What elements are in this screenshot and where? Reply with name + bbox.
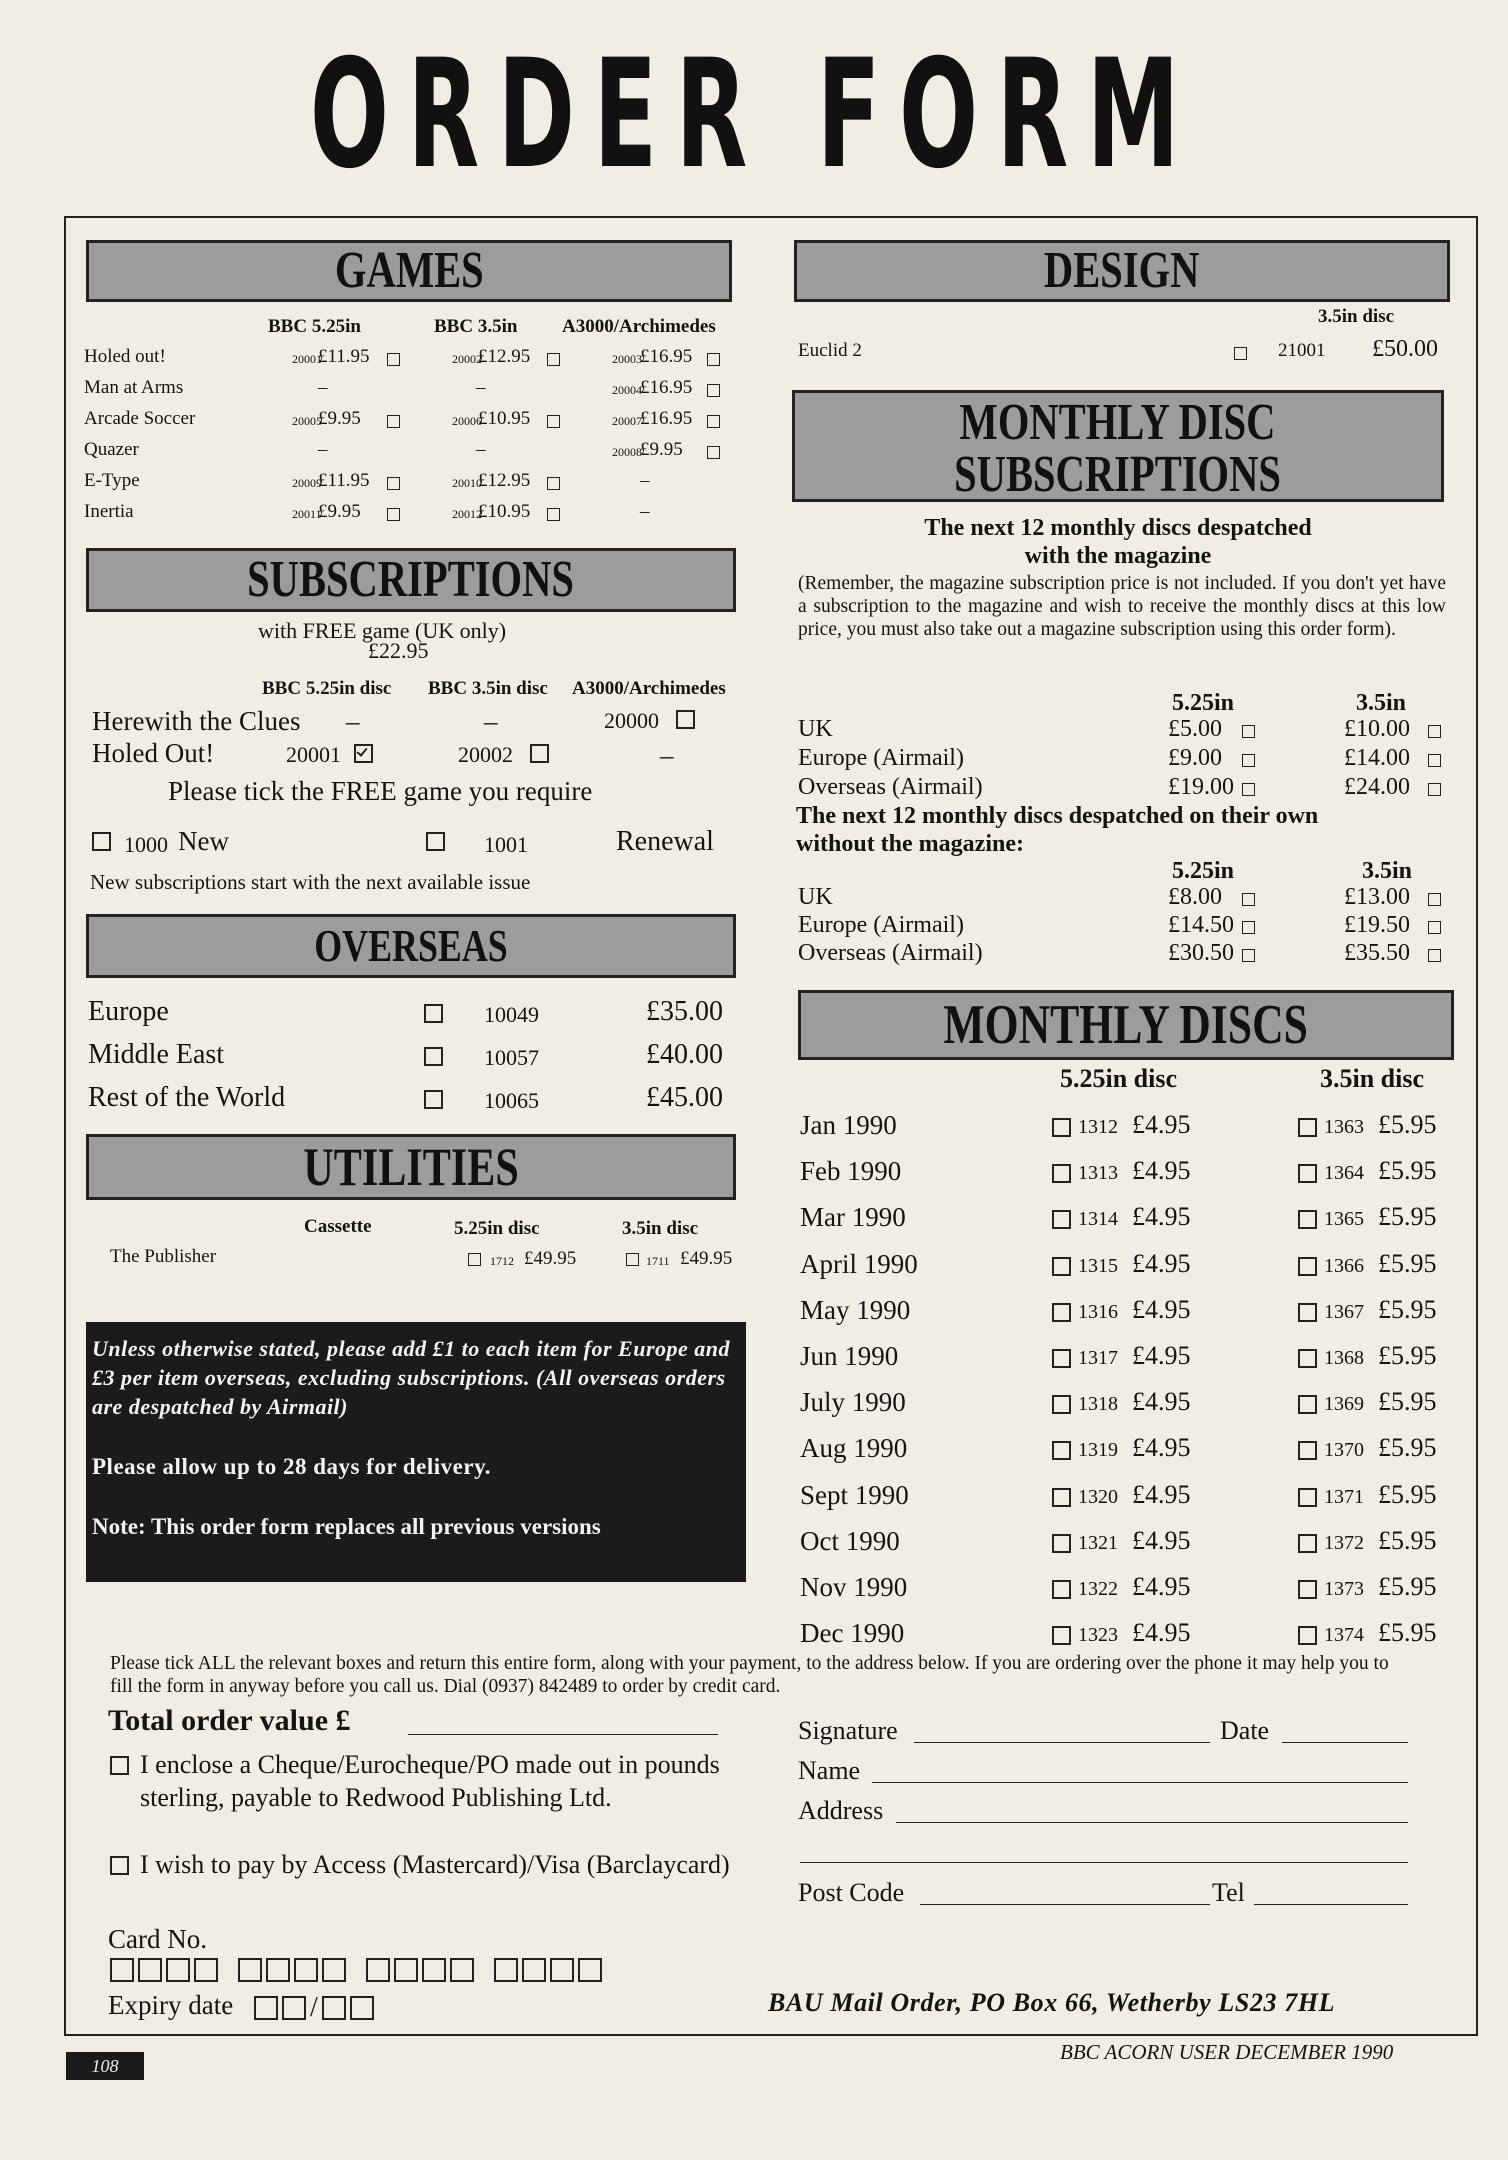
utilities-col-header: 3.5in disc <box>622 1218 699 1239</box>
monthly-disc-price: £5.95 <box>1378 1480 1437 1509</box>
design-heading: DESIGN <box>794 240 1450 302</box>
overseas-price: £35.00 <box>646 996 723 1027</box>
game-checkbox[interactable] <box>707 381 720 399</box>
game-code: 20012 <box>452 507 482 521</box>
monthly-disc-month: July 1990 <box>800 1387 906 1417</box>
instructions-text: Please tick ALL the relevant boxes and return this entire form, along with your payment, to the address below. If you are ordering over the phone it may help you to fill the form in anyway before you call us. Dial (0937) 842489 to order by credit card. <box>110 1653 1389 1697</box>
game-name: Holed out! <box>84 346 166 367</box>
design-code: 21001 <box>1278 340 1326 361</box>
monthly-disc-price: £5.95 <box>1378 1618 1437 1647</box>
subs-dash: – <box>484 706 498 736</box>
monthly-subs-heading: MONTHLY DISC SUBSCRIPTIONS <box>792 390 1444 502</box>
subs-new-checkbox[interactable] <box>92 832 111 851</box>
game-code: 20009 <box>292 476 322 490</box>
monthly-disc-code: 1313 <box>1078 1162 1118 1184</box>
address-label: Address <box>798 1796 884 1825</box>
monthly-disc-month: Feb 1990 <box>800 1156 902 1186</box>
page-number: 108 <box>66 2052 144 2080</box>
utilities-col-header: 5.25in disc <box>454 1218 540 1239</box>
monthly-disc-code: 1316 <box>1078 1301 1118 1323</box>
overseas-checkbox[interactable] <box>424 1047 443 1066</box>
game-price: £16.95 <box>640 408 693 429</box>
game-name: Quazer <box>84 439 139 460</box>
monthly-disc-price: £4.95 <box>1132 1249 1191 1278</box>
monthly-disc-525-checkbox[interactable] <box>1052 1534 1071 1553</box>
signature-input[interactable] <box>914 1742 1210 1743</box>
monthly-disc-code: 1366 <box>1324 1255 1364 1277</box>
monthly-disc-month: Jun 1990 <box>800 1341 899 1371</box>
overseas-checkbox[interactable] <box>424 1090 443 1109</box>
game-price: £9.95 <box>318 501 361 522</box>
monthly-disc-price: £4.95 <box>1132 1341 1191 1370</box>
monthly-disc-price: £5.95 <box>1378 1202 1437 1231</box>
monthly-discs-col-header: 5.25in disc <box>1060 1064 1178 1093</box>
game-checkbox[interactable] <box>547 474 560 492</box>
subs-new-label: New <box>178 826 229 856</box>
card-checkbox[interactable] <box>110 1856 129 1875</box>
monthly-discs-col-header: 3.5in disc <box>1320 1064 1425 1093</box>
monthly-disc-code: 1322 <box>1078 1578 1118 1600</box>
monthly-disc-525-checkbox[interactable] <box>1052 1303 1071 1322</box>
monthly-subs-price: £8.00 <box>1168 884 1222 910</box>
monthly-subs-checkbox[interactable] <box>1428 722 1441 740</box>
utilities-heading: UTILITIES <box>86 1134 736 1200</box>
design-euclid-checkbox[interactable] <box>1234 344 1247 362</box>
game-name: Inertia <box>84 501 134 522</box>
game-dash: – <box>318 377 328 398</box>
signature-label: Signature <box>798 1716 898 1745</box>
monthly-disc-35-checkbox[interactable] <box>1298 1534 1317 1553</box>
monthly-subs-price: £5.00 <box>1168 716 1222 742</box>
card-number-label: Card No. <box>108 1924 207 1954</box>
monthly-disc-code: 1318 <box>1078 1393 1118 1415</box>
monthly-disc-code: 1368 <box>1324 1347 1364 1369</box>
game-code: 20003 <box>612 352 642 366</box>
design-col-header: 3.5in disc <box>1318 306 1395 327</box>
monthly-disc-525-checkbox[interactable] <box>1052 1164 1071 1183</box>
monthly-subs-price: £14.50 <box>1168 912 1234 938</box>
monthly-disc-month: Aug 1990 <box>800 1433 908 1463</box>
tel-input[interactable] <box>1254 1904 1408 1905</box>
game-checkbox[interactable] <box>707 412 720 430</box>
game-checkbox[interactable] <box>707 350 720 368</box>
monthly-disc-price: £4.95 <box>1132 1618 1191 1647</box>
games-col-header: BBC 3.5in <box>434 316 518 337</box>
monthly-disc-price: £4.95 <box>1132 1295 1191 1324</box>
game-dash: – <box>476 377 486 398</box>
monthly-disc-code: 1321 <box>1078 1532 1118 1554</box>
date-label: Date <box>1220 1716 1270 1745</box>
monthly-subs-price: £35.50 <box>1344 940 1410 966</box>
subscriptions-free-game-note: with FREE game (UK only) <box>258 618 507 643</box>
monthly-disc-525-checkbox[interactable] <box>1052 1488 1071 1507</box>
games-heading: GAMES <box>86 240 732 302</box>
monthly-disc-525-checkbox[interactable] <box>1052 1580 1071 1599</box>
monthly-disc-525-checkbox[interactable] <box>1052 1395 1071 1414</box>
monthly-disc-price: £4.95 <box>1132 1202 1191 1231</box>
cheque-option-text: I enclose a Cheque/Eurocheque/PO made out in pounds sterling, payable to Redwood Publishing Ltd. <box>140 1750 720 1812</box>
subs-row-name: Holed Out! <box>92 738 215 768</box>
game-code: 20008 <box>612 445 642 459</box>
monthly-disc-525-checkbox[interactable] <box>1052 1210 1071 1229</box>
tel-label: Tel <box>1212 1878 1245 1907</box>
monthly-subs-col-header: 3.5in <box>1362 858 1413 884</box>
subs-row-name: Herewith the Clues <box>92 706 301 736</box>
game-price: £10.95 <box>478 408 531 429</box>
monthly-disc-month: Nov 1990 <box>800 1572 908 1602</box>
postcode-input[interactable] <box>920 1904 1210 1905</box>
monthly-subs-with-mag-heading: The next 12 monthly discs despatched with the magazine <box>924 515 1312 569</box>
game-price: £10.95 <box>478 501 531 522</box>
subs-herewith-archimedes-checkbox[interactable] <box>676 710 695 729</box>
monthly-disc-code: 1363 <box>1324 1116 1364 1138</box>
subs-start-note: New subscriptions start with the next available issue <box>90 870 531 894</box>
monthly-subs-checkbox[interactable] <box>1428 751 1441 769</box>
monthly-disc-35-checkbox[interactable] <box>1298 1164 1317 1183</box>
monthly-subs-price: £19.00 <box>1168 774 1234 800</box>
monthly-disc-price: £4.95 <box>1132 1480 1191 1509</box>
game-price: £11.95 <box>318 470 370 491</box>
utilities-row-name: The Publisher <box>110 1246 217 1267</box>
monthly-disc-35-checkbox[interactable] <box>1298 1395 1317 1414</box>
monthly-disc-price: £5.95 <box>1378 1295 1437 1324</box>
monthly-disc-code: 1320 <box>1078 1486 1118 1508</box>
monthly-discs-heading: MONTHLY DISCS <box>798 990 1454 1060</box>
monthly-disc-month: Jan 1990 <box>800 1110 897 1140</box>
game-price: £11.95 <box>318 346 370 367</box>
expiry-date-label: Expiry date <box>108 1990 234 2020</box>
subscriptions-price: £22.95 <box>368 638 429 663</box>
game-checkbox[interactable] <box>547 350 560 368</box>
monthly-subs-checkbox[interactable] <box>1242 946 1255 964</box>
game-code: 20001 <box>292 352 322 366</box>
monthly-disc-price: £5.95 <box>1378 1526 1437 1555</box>
game-checkbox[interactable] <box>707 443 720 461</box>
game-dash: – <box>476 439 486 460</box>
game-price: £12.95 <box>478 346 531 367</box>
monthly-disc-35-checkbox[interactable] <box>1298 1441 1317 1460</box>
design-price: £50.00 <box>1372 336 1438 362</box>
game-code: 20005 <box>292 414 322 428</box>
monthly-disc-code: 1372 <box>1324 1532 1364 1554</box>
overseas-region: Middle East <box>88 1039 225 1070</box>
subs-code: 20001 <box>286 742 341 767</box>
monthly-subs-checkbox[interactable] <box>1242 751 1255 769</box>
monthly-disc-price: £5.95 <box>1378 1156 1437 1185</box>
overseas-price: £45.00 <box>646 1082 723 1113</box>
monthly-disc-35-checkbox[interactable] <box>1298 1257 1317 1276</box>
monthly-disc-price: £5.95 <box>1378 1341 1437 1370</box>
monthly-disc-price: £4.95 <box>1132 1387 1191 1416</box>
monthly-subs-price: £13.00 <box>1344 884 1410 910</box>
game-name: E-Type <box>84 470 140 491</box>
expiry-slash: / <box>310 1992 318 2023</box>
address-input-line-2[interactable] <box>800 1862 1408 1863</box>
monthly-disc-price: £5.95 <box>1378 1387 1437 1416</box>
utilities-price: £49.95 <box>524 1248 577 1269</box>
monthly-disc-35-checkbox[interactable] <box>1298 1210 1317 1229</box>
game-checkbox[interactable] <box>387 412 400 430</box>
game-name: Man at Arms <box>84 377 184 398</box>
overseas-code: 10057 <box>484 1045 539 1070</box>
monthly-disc-price: £4.95 <box>1132 1433 1191 1462</box>
total-order-label: Total order value £ <box>108 1704 351 1737</box>
monthly-subs-price: £30.50 <box>1168 940 1234 966</box>
monthly-disc-month: Dec 1990 <box>800 1618 905 1648</box>
subs-code: 20002 <box>458 742 513 767</box>
cheque-checkbox[interactable] <box>110 1756 129 1775</box>
date-input[interactable] <box>1282 1742 1408 1743</box>
monthly-subs-price: £14.00 <box>1344 745 1410 771</box>
utilities-publisher-35-checkbox[interactable] <box>626 1250 639 1268</box>
monthly-disc-35-checkbox[interactable] <box>1298 1303 1317 1322</box>
subs-new-code: 1000 <box>124 832 168 857</box>
monthly-disc-price: £5.95 <box>1378 1572 1437 1601</box>
monthly-disc-code: 1317 <box>1078 1347 1118 1369</box>
monthly-subs-checkbox[interactable] <box>1428 780 1441 798</box>
monthly-subs-col-header: 3.5in <box>1356 690 1407 716</box>
monthly-subs-checkbox[interactable] <box>1428 946 1441 964</box>
monthly-subs-price: £19.50 <box>1344 912 1410 938</box>
monthly-disc-35-checkbox[interactable] <box>1298 1488 1317 1507</box>
monthly-disc-code: 1319 <box>1078 1439 1118 1461</box>
game-checkbox[interactable] <box>387 474 400 492</box>
notice-replaces: Note: This order form replaces all previous versions <box>92 1514 601 1539</box>
monthly-disc-code: 1367 <box>1324 1301 1364 1323</box>
monthly-subs-region: UK <box>798 884 833 910</box>
monthly-disc-month: April 1990 <box>800 1249 918 1279</box>
monthly-disc-525-checkbox[interactable] <box>1052 1257 1071 1276</box>
monthly-subs-region: Overseas (Airmail) <box>798 940 983 966</box>
game-code: 20006 <box>452 414 482 428</box>
monthly-subs-checkbox[interactable] <box>1242 722 1255 740</box>
monthly-subs-price: £24.00 <box>1344 774 1410 800</box>
mail-order-address: BAU Mail Order, PO Box 66, Wetherby LS23 7HL <box>768 1988 1336 2017</box>
game-checkbox[interactable] <box>387 350 400 368</box>
utilities-price: £49.95 <box>680 1248 733 1269</box>
monthly-disc-price: £4.95 <box>1132 1526 1191 1555</box>
monthly-disc-525-checkbox[interactable] <box>1052 1118 1071 1137</box>
monthly-subs-checkbox[interactable] <box>1242 780 1255 798</box>
monthly-disc-code: 1314 <box>1078 1208 1118 1230</box>
games-col-header: BBC 5.25in <box>268 316 361 337</box>
game-code: 20010 <box>452 476 482 490</box>
monthly-disc-price: £4.95 <box>1132 1156 1191 1185</box>
monthly-subs-price: £10.00 <box>1344 716 1410 742</box>
monthly-disc-month: Oct 1990 <box>800 1526 900 1556</box>
monthly-subs-col-header: 5.25in <box>1172 690 1235 716</box>
monthly-subs-region: UK <box>798 716 833 742</box>
monthly-disc-month: May 1990 <box>800 1295 911 1325</box>
game-code: 20004 <box>612 383 642 397</box>
monthly-disc-code: 1370 <box>1324 1439 1364 1461</box>
utilities-col-header: Cassette <box>304 1216 372 1237</box>
design-row-name: Euclid 2 <box>798 340 862 361</box>
monthly-disc-35-checkbox[interactable] <box>1298 1580 1317 1599</box>
monthly-disc-35-checkbox[interactable] <box>1298 1626 1317 1645</box>
notice-delivery: Please allow up to 28 days for delivery. <box>92 1454 492 1479</box>
game-price: £12.95 <box>478 470 531 491</box>
delivery-notice-box <box>86 1322 746 1582</box>
monthly-subs-remember-note: (Remember, the magazine subscription price is not included. If you don't yet have a subscription to the magazine and wish to receive the monthly discs at this low price, you must also take out a magazine subscription using this order form). <box>798 573 1446 640</box>
monthly-disc-code: 1364 <box>1324 1162 1364 1184</box>
game-code: 20011 <box>292 507 322 521</box>
subs-holed-out-525-checkbox[interactable] <box>354 744 373 763</box>
monthly-disc-price: £5.95 <box>1378 1249 1437 1278</box>
name-input[interactable] <box>872 1782 1408 1783</box>
game-name: Arcade Soccer <box>84 408 196 429</box>
subs-renewal-checkbox[interactable] <box>426 832 445 851</box>
subs-code: 20000 <box>604 708 659 733</box>
card-option-text: I wish to pay by Access (Mastercard)/Visa (Barclaycard) <box>140 1850 730 1879</box>
overseas-region: Rest of the World <box>88 1082 286 1113</box>
subs-col-header: BBC 5.25in disc <box>262 678 392 699</box>
game-checkbox[interactable] <box>387 505 400 523</box>
monthly-subs-checkbox[interactable] <box>1242 918 1255 936</box>
subs-dash: – <box>346 706 360 736</box>
subs-dash: – <box>660 740 674 770</box>
monthly-subs-without-mag-heading: The next 12 monthly discs despatched on their own without the magazine: <box>796 803 1319 857</box>
monthly-disc-price: £4.95 <box>1132 1572 1191 1601</box>
game-dash: – <box>640 470 650 491</box>
monthly-disc-code: 1371 <box>1324 1486 1364 1508</box>
card-number-boxes[interactable] <box>110 1958 606 1982</box>
subs-holed-out-35-checkbox[interactable] <box>530 744 549 763</box>
notice-postage: Unless otherwise stated, please add £1 to each item for Europe and £3 per item overseas, excluding subscriptions. (All overseas orders are despatched by Airmail) <box>92 1336 730 1419</box>
game-dash: – <box>318 439 328 460</box>
monthly-subs-checkbox[interactable] <box>1428 890 1441 908</box>
subs-renewal-code: 1001 <box>484 832 528 857</box>
game-price: £16.95 <box>640 346 693 367</box>
subs-col-header: A3000/Archimedes <box>572 678 726 699</box>
subscriptions-heading: SUBSCRIPTIONS <box>86 548 736 612</box>
overseas-code: 10065 <box>484 1088 539 1113</box>
game-price: £9.95 <box>640 439 683 460</box>
monthly-disc-code: 1312 <box>1078 1116 1118 1138</box>
monthly-disc-code: 1315 <box>1078 1255 1118 1277</box>
overseas-checkbox[interactable] <box>424 1004 443 1023</box>
subs-renewal-label: Renewal <box>616 826 714 857</box>
name-label: Name <box>798 1756 861 1785</box>
games-col-header: A3000/Archimedes <box>562 316 716 337</box>
monthly-disc-code: 1369 <box>1324 1393 1364 1415</box>
total-order-input[interactable] <box>408 1734 718 1735</box>
game-checkbox[interactable] <box>547 505 560 523</box>
monthly-disc-code: 1374 <box>1324 1624 1364 1646</box>
monthly-disc-525-checkbox[interactable] <box>1052 1441 1071 1460</box>
overseas-code: 10049 <box>484 1002 539 1027</box>
monthly-subs-region: Overseas (Airmail) <box>798 774 983 800</box>
monthly-subs-price: £9.00 <box>1168 745 1222 771</box>
monthly-disc-price: £5.95 <box>1378 1110 1437 1139</box>
monthly-disc-35-checkbox[interactable] <box>1298 1349 1317 1368</box>
monthly-disc-code: 1323 <box>1078 1624 1118 1646</box>
utilities-code: 1711 <box>646 1254 670 1268</box>
overseas-region: Europe <box>88 996 169 1027</box>
monthly-subs-col-header: 5.25in <box>1172 858 1235 884</box>
postcode-label: Post Code <box>798 1878 905 1907</box>
monthly-subs-checkbox[interactable] <box>1242 890 1255 908</box>
address-input[interactable] <box>896 1822 1408 1823</box>
monthly-subs-region: Europe (Airmail) <box>798 912 964 938</box>
utilities-code: 1712 <box>490 1254 514 1268</box>
page-title: ORDER FORM <box>309 28 1199 202</box>
overseas-heading: OVERSEAS <box>86 914 736 978</box>
utilities-publisher-525-checkbox[interactable] <box>468 1250 481 1268</box>
game-code: 20002 <box>452 352 482 366</box>
overseas-price: £40.00 <box>646 1039 723 1070</box>
magazine-footer: BBC ACORN USER DECEMBER 1990 <box>1060 2040 1394 2064</box>
game-dash: – <box>640 501 650 522</box>
game-price: £16.95 <box>640 377 693 398</box>
monthly-disc-code: 1373 <box>1324 1578 1364 1600</box>
subs-tick-note: Please tick the FREE game you require <box>168 776 593 806</box>
monthly-subs-region: Europe (Airmail) <box>798 745 964 771</box>
monthly-disc-month: Mar 1990 <box>800 1202 906 1232</box>
game-checkbox[interactable] <box>547 412 560 430</box>
monthly-disc-price: £4.95 <box>1132 1110 1191 1139</box>
game-code: 20007 <box>612 414 642 428</box>
monthly-disc-35-checkbox[interactable] <box>1298 1118 1317 1137</box>
subs-col-header: BBC 3.5in disc <box>428 678 548 699</box>
monthly-disc-month: Sept 1990 <box>800 1480 909 1510</box>
monthly-subs-checkbox[interactable] <box>1428 918 1441 936</box>
monthly-disc-code: 1365 <box>1324 1208 1364 1230</box>
monthly-disc-525-checkbox[interactable] <box>1052 1626 1071 1645</box>
game-price: £9.95 <box>318 408 361 429</box>
monthly-disc-price: £5.95 <box>1378 1433 1437 1462</box>
expiry-date-boxes[interactable] <box>254 1992 378 2024</box>
monthly-disc-525-checkbox[interactable] <box>1052 1349 1071 1368</box>
